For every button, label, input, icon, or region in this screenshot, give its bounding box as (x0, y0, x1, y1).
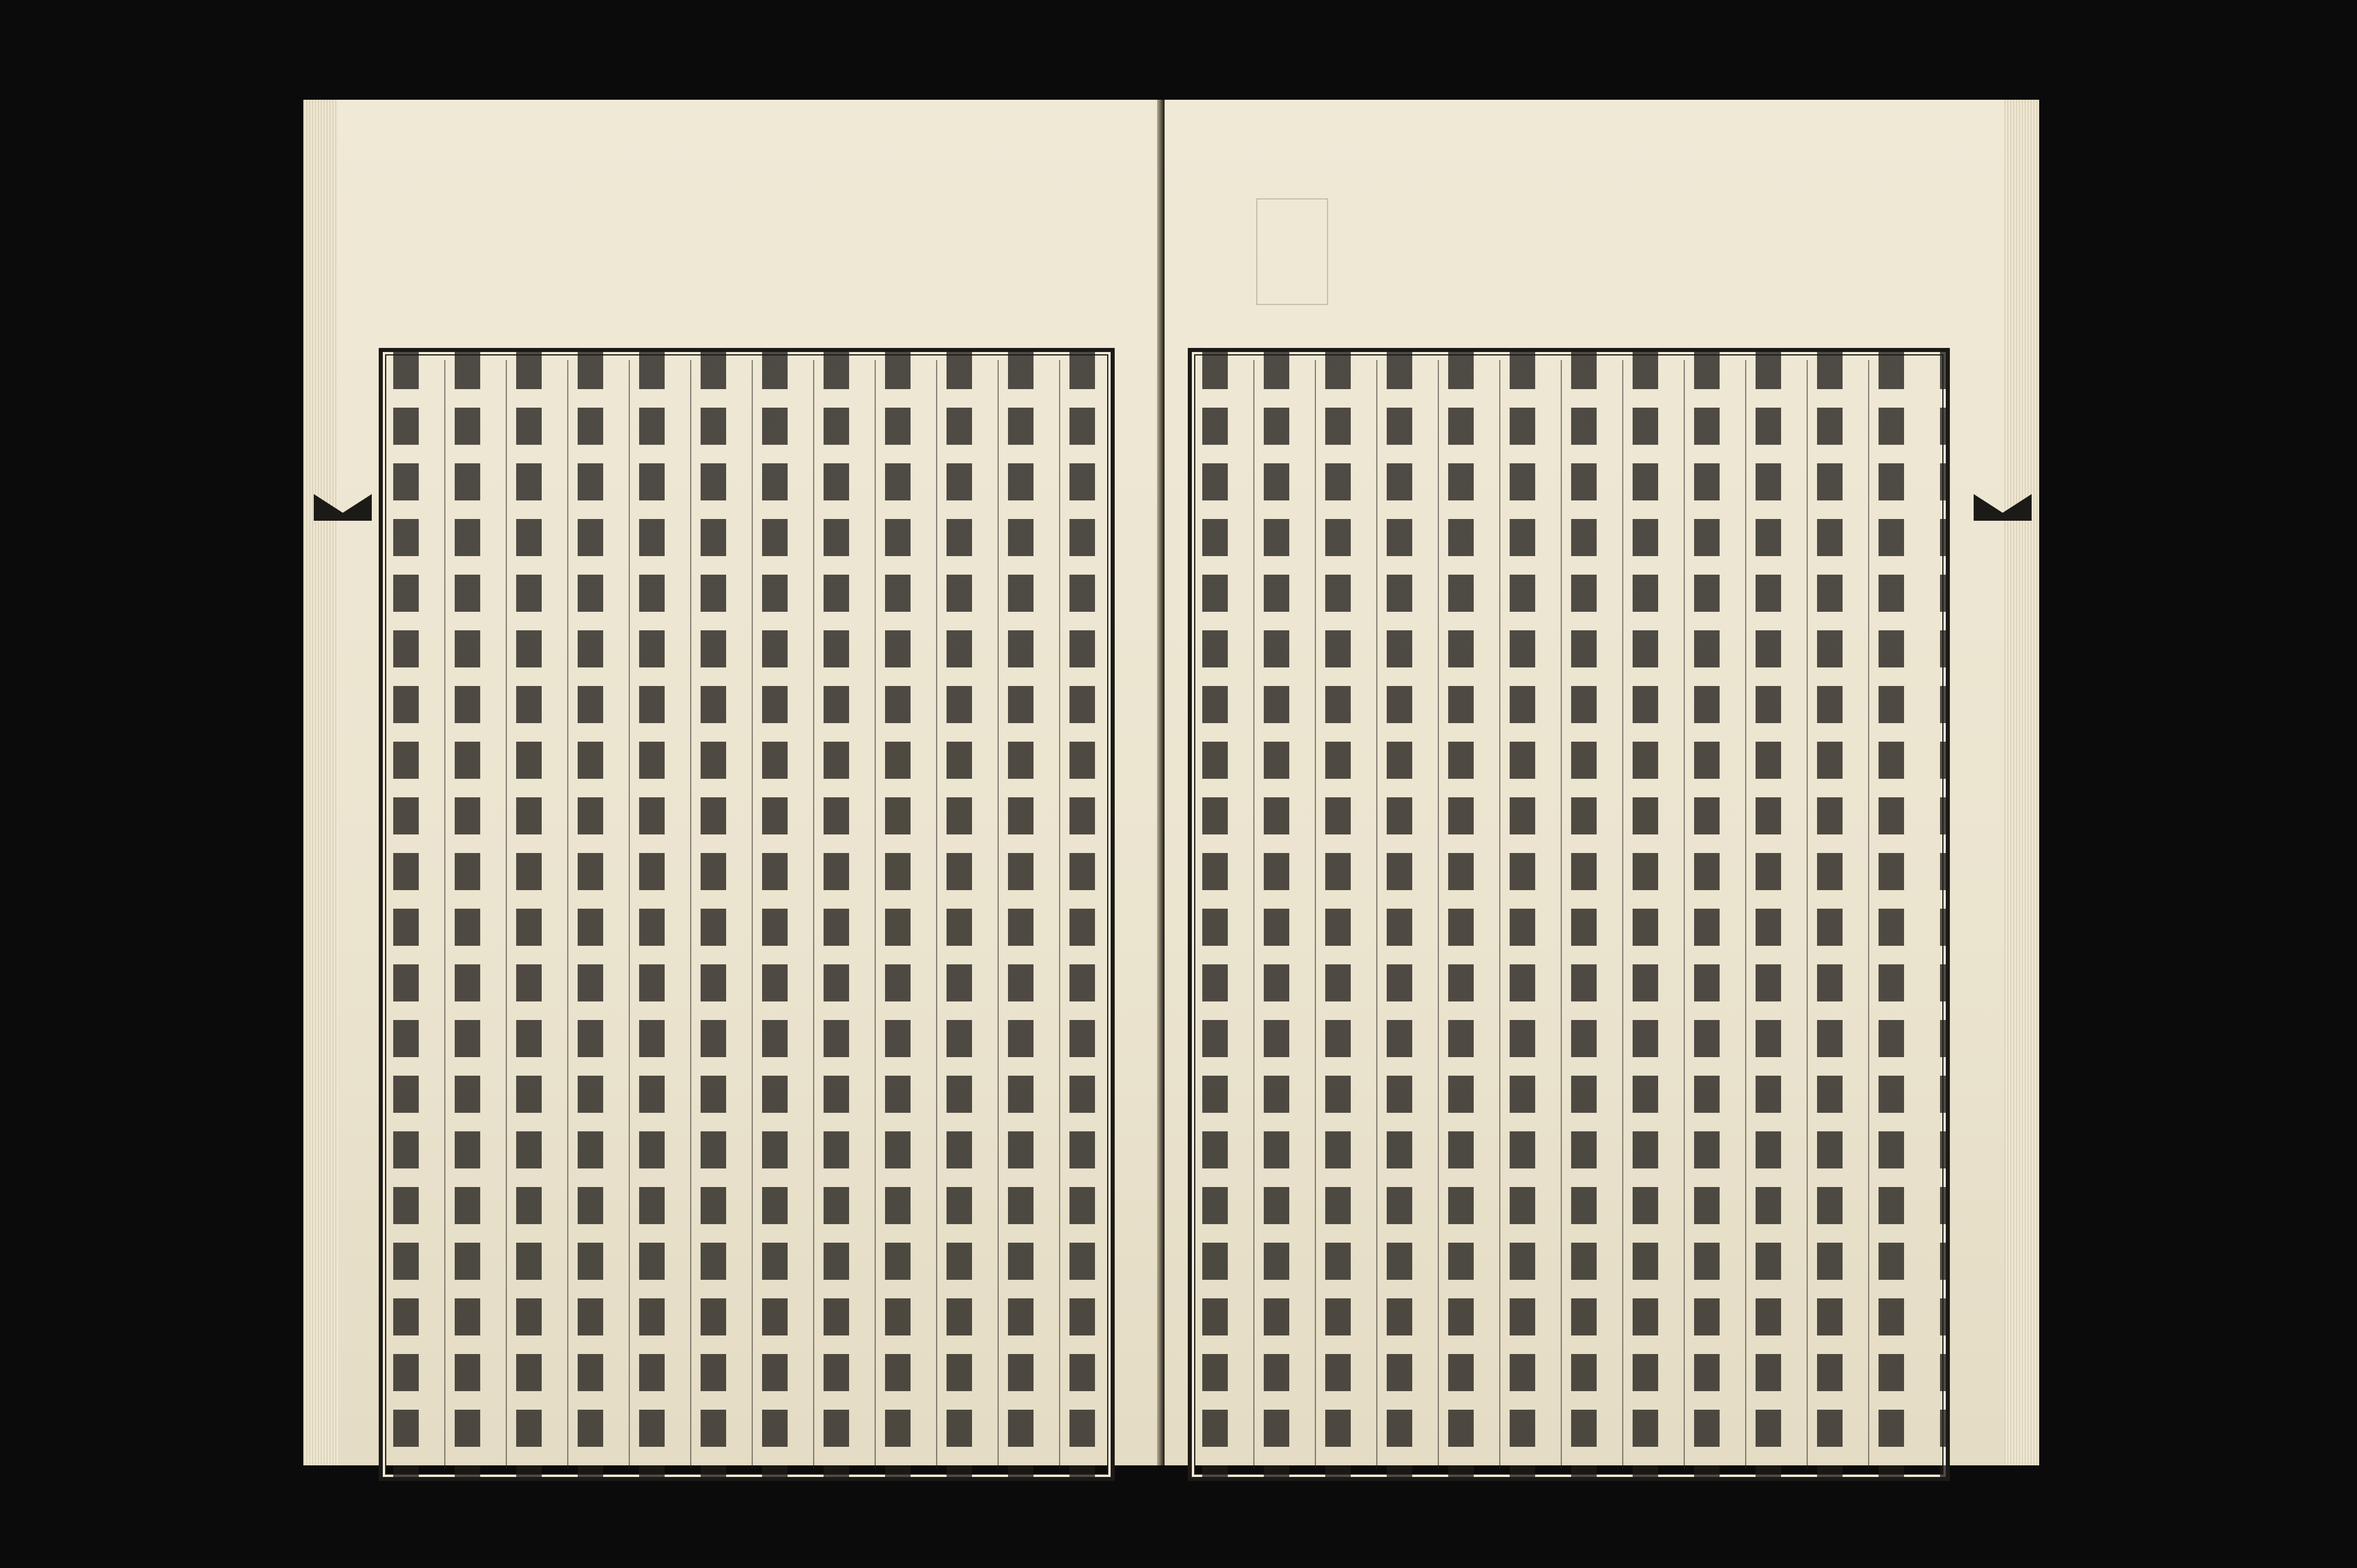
column-rule (1622, 360, 1623, 1469)
column-rule (1745, 360, 1746, 1469)
column-rule (998, 360, 999, 1469)
column-rule (690, 360, 691, 1469)
left-page (303, 100, 1165, 1465)
column-rule (1059, 360, 1060, 1469)
column-rule (752, 360, 753, 1469)
column-rule (1376, 360, 1377, 1469)
column-rule (629, 360, 630, 1469)
seal-stamp (1256, 198, 1328, 305)
column-rule (1684, 360, 1685, 1469)
text-frame (1188, 348, 1950, 1481)
column-rule (813, 360, 814, 1469)
fishtail-mark (1974, 494, 2032, 521)
column-rule (1315, 360, 1316, 1469)
column-rule (936, 360, 937, 1469)
text-column-block (1192, 352, 1946, 1477)
block-center-column (1968, 193, 2030, 1439)
column-rule (1438, 360, 1439, 1469)
column-rule (1499, 360, 1500, 1469)
column-rule (1253, 360, 1254, 1469)
column-rule (1807, 360, 1808, 1469)
text-column-block (383, 352, 1111, 1477)
text-frame (379, 348, 1115, 1481)
fishtail-mark (314, 494, 372, 521)
column-rule (1561, 360, 1562, 1469)
column-rule (567, 360, 568, 1469)
right-page (1165, 100, 2039, 1465)
column-rule (506, 360, 507, 1469)
column-rule (875, 360, 876, 1469)
block-center-column (308, 193, 371, 1439)
column-rule (1868, 360, 1869, 1469)
column-rule (444, 360, 445, 1469)
